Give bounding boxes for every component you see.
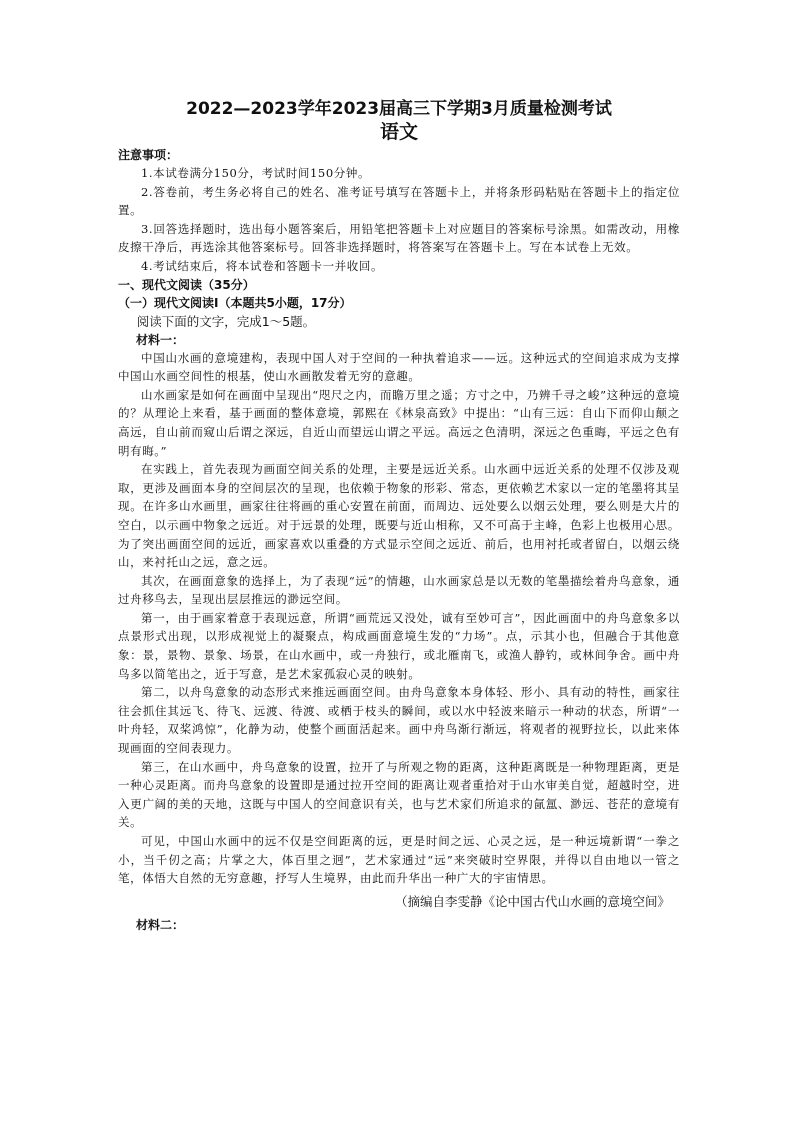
body-paragraph: 在实践上，首先表现为画面空间关系的处理，主要是远近关系。山水画中远近关系的处理不仅涉及观取，更涉及画面本身的空间层次的呈现，也依赖于物象的形彩、常态，更依赖艺术家以一定的笔墨将其呈现。在许多山水画里，画家往往将画的重心安置在前面，而周边、远处要么以烟云处理，要么则是大片的空白，以示画中物象之远近。对于远景的处理，既要与近山相称，又不可高于主峰，色彩上也极用心思。为了突出画面空间的远近，画家喜欢以重叠的方式显示空间之远近、前后，也用衬托或者留白，以烟云绕山，来衬托山之远，意之远。	[118, 462, 680, 570]
exam-title: 2022—2023学年2023届高三下学期3月质量检测考试	[186, 99, 612, 119]
subject-title: 语文	[379, 121, 418, 143]
body-paragraph: 可见，中国山水画中的远不仅是空间距离的远，更是时间之远、心灵之远，是一种远境新谓“一拳之小，当千仞之高；片掌之大，体百里之迥”，艺术家通过“远”来突破时空界限，并得以自由地以一管之笔，体悟大自然的无穷意趣，抒写人生境界，由此而升华出一种广大的宇宙情思。	[118, 834, 680, 886]
body-paragraph: 第二，以舟鸟意象的动态形式来推远画面空间。由舟鸟意象本身体轻、形小、具有动的特性，画家往往会抓住其远飞、待飞、远渡、待渡、或栖于枝头的瞬间，或以水中轻波来暗示一种动的状态，所谓“一叶舟轻，双桨鸿惊”，化静为动，使整个画面活起来。画中舟鸟渐行渐远，将观者的视野拉长，以此来体现画面的空间表现力。	[118, 685, 680, 756]
body-paragraph: 第一，由于画家着意于表现远意，所谓“画荒远又没处，诚有至妙可言”，因此画面中的舟鸟意象多以点景形式出现，以形成视觉上的凝聚点，构成画面意境生发的“力场”。点，示其小也，但融合于其他意象：景，景物、景象、场景，在山水画中，或一舟独行，或北雁南飞，或渔人静钓，或林间争舍。画中舟鸟多以简笔出之，近于写意，是艺术家孤寂心灵的映射。	[118, 610, 680, 681]
note-item: 4.考试结束后，将本试卷和答题卡一并收回。	[141, 258, 384, 273]
reading-instruction: 阅读下面的文字，完成1～5题。	[136, 313, 316, 329]
notes-heading: 注意事项：	[118, 148, 179, 162]
material-1-label: 材料一：	[136, 332, 185, 347]
subsection-heading: （一）现代文阅读Ⅰ（本题共5小题，17分）	[118, 295, 352, 310]
note-item: 3.回答选择题时，选出每小题答案后，用铅笔把答题卡上对应题目的答案标号涂黑。如需改动，用橡皮擦干净后，再选涂其他答案标号。回答非选择题时，将答案写在答题卡上。写在本试卷上无效。	[118, 221, 680, 255]
body-paragraph: 其次，在画面意象的选择上，为了表现“远”的情趣，山水画家总是以无数的笔墨描绘着舟鸟意象，通过舟移鸟去，呈现出层层推远的渺远空间。	[118, 573, 680, 607]
body-paragraph: 第三，在山水画中，舟鸟意象的设置，拉开了与所观之物的距离，这种距离既是一种物理距离，更是一种心灵距离。而舟鸟意象的设置即是通过拉开空间的距离让观者重拾对于山水审美自觉，超越时空，进入更广阔的美的天地，这既与中国人的空间意识有关，也与艺术家们所追求的氤氲、渺远、苍茫的意境有关。	[118, 759, 680, 830]
exam-page	[118, 98, 680, 934]
source-citation: （摘编自李雯静《论中国古代山水画的意境空间》	[394, 893, 670, 909]
section-heading: 一、现代文阅读（35分）	[118, 277, 255, 292]
body-paragraph: 山水画家是如何在画面中呈现出“咫尺之内，而瞻万里之遥；方寸之中，乃辨千寻之峻”这种远的意境的？从理论上来看，基于画面的整体意境，郭熙在《林泉高致》中提出：“山有三远：自山下而仰山颠之高远，自山前而窥山后谓之深远，自近山而望远山谓之平远。高远之色清明，深远之色重晦，平远之色有明有晦。”	[118, 387, 680, 458]
material-2-label: 材料二：	[136, 917, 185, 932]
note-item: 1.本试卷满分150分，考试时间150分钟。	[141, 166, 371, 180]
body-paragraph: 中国山水画的意境建构，表现中国人对于空间的一种执着追求——远。这种远式的空间追求成为支撑中国山水画空间性的根基，使山水画散发着无穷的意趣。	[118, 350, 680, 384]
note-item: 2.答卷前，考生务必将自己的姓名、准考证号填写在答题卡上，并将条形码粘贴在答题卡上的指定位置。	[118, 184, 680, 218]
